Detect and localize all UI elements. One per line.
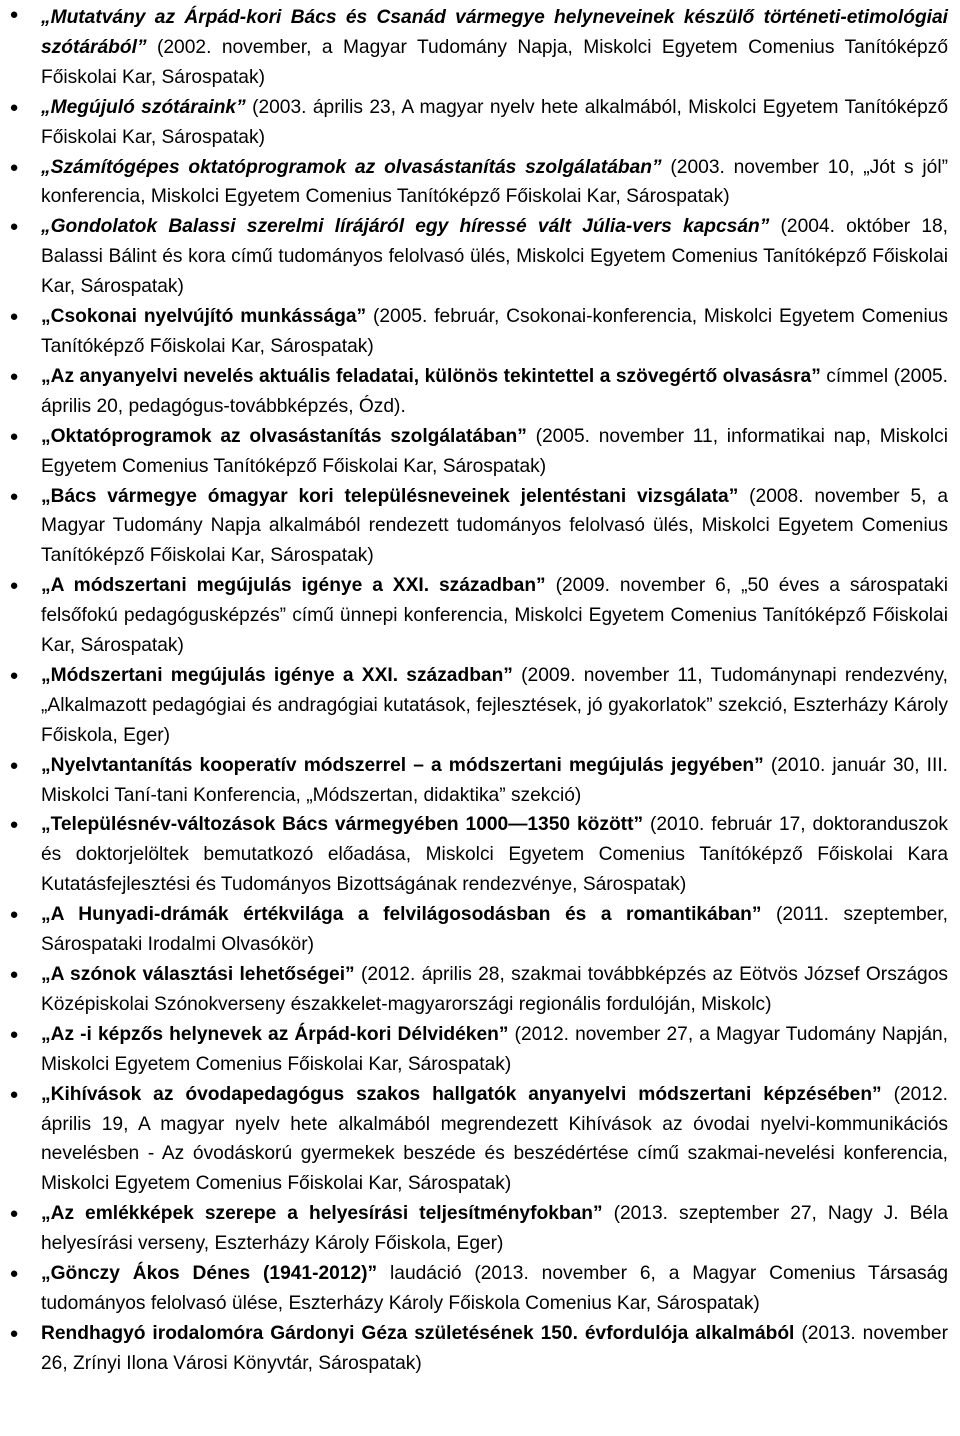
bullet-icon: ● xyxy=(9,218,19,236)
entry-title: Rendhagyó irodalomóra Gárdonyi Géza születésének 150. évfordulója alkalmából xyxy=(41,1322,795,1344)
list-item xyxy=(0,810,952,900)
entry-details: (2012. április 19, A magyar nyelv hete alkalmából megrendezett Kihívások az óvodai nyelvi-kommunikációs nevelésben - Az óvodáskorú gyermekek beszéde és beszédértése című szakmai-nevelési konferencia, Miskolci Egyetem Comenius Főiskolai Kar, Sárospatak) xyxy=(41,1083,948,1195)
bullet-icon: ● xyxy=(9,6,19,23)
entry-title: „Gondolatok Balassi szerelmi lírájáról egy híressé vált Júlia-vers kapcsán” xyxy=(41,216,770,238)
list-item xyxy=(0,1319,952,1379)
entry-details: (2003. április 23, A magyar nyelv hete alkalmából, Miskolci Egyetem Tanítóképző Főiskolai Kar, Sárospatak) xyxy=(41,96,949,148)
bullet-icon: ● xyxy=(9,158,19,176)
entry-details: (2005. november 11, informatikai nap, Miskolci Egyetem Comenius Tanítóképző Főiskolai Kar, Sárospatak) xyxy=(41,425,948,477)
list-item xyxy=(0,93,952,153)
bullet-icon: ● xyxy=(9,756,19,774)
entry-details: (2011. szeptember, Sárospataki Irodalmi Olvasókör) xyxy=(41,904,948,956)
entry-details: (2013. november 26, Zrínyi Ilona Városi Könyvtár, Sárospatak) xyxy=(41,1322,948,1374)
bullet-icon: ● xyxy=(9,487,19,505)
entry-title: „Csokonai nyelvújító munkássága” xyxy=(41,306,367,328)
bullet-icon: ● xyxy=(9,1085,19,1103)
entry-title: „A módszertani megújulás igénye a XXI. században” xyxy=(41,575,546,597)
bullet-icon: ● xyxy=(9,308,19,326)
entry-title: „Gönczy Ákos Dénes (1941-2012)” xyxy=(41,1263,378,1285)
entry-title: „Bács vármegye ómagyar kori településneveinek jelentéstani vizsgálata” xyxy=(41,485,739,507)
list-item xyxy=(0,661,952,751)
entry-details: (2009. november 11, Tudománynapi rendezvény, „Alkalmazott pedagógiai és andragógiai kutatások, fejlesztések, jó gyakorlatok” szekció, Eszterházy Károly Főiskola, Eger) xyxy=(41,664,948,746)
entry-title: „Az emlékképek szerepe a helyesírási teljesítményfokban” xyxy=(41,1203,603,1225)
entry-details: (2009. november 6, „50 éves a sárospataki felsőfokú pedagógusképzés” című ünnepi konferencia, Miskolci Egyetem Comenius Tanítóképző Főiskolai Kar, Sárospatak) xyxy=(41,575,948,657)
list-item xyxy=(0,751,952,811)
list-item xyxy=(0,302,952,362)
list-item xyxy=(0,212,952,302)
bullet-icon: ● xyxy=(9,427,19,445)
bullet-icon: ● xyxy=(9,816,19,834)
bullet-icon: ● xyxy=(9,1205,19,1223)
list-item xyxy=(0,422,952,482)
list-item xyxy=(0,1199,952,1259)
entry-details: (2008. november 5, a Magyar Tudomány Napja alkalmából rendezett tudományos felolvasó ülés, Miskolci Egyetem Comenius Tanítóképző Főiskolai Kar, Sárospatak) xyxy=(41,485,948,567)
bullet-icon: ● xyxy=(9,966,19,983)
list-item xyxy=(0,900,952,960)
entry-title: „A szónok választási lehetőségei” xyxy=(41,964,355,985)
entry-title: „Kihívások az óvodapedagógus szakos hallgatók anyanyelvi módszertani képzésében” xyxy=(41,1083,882,1105)
bullet-icon: ● xyxy=(9,1025,19,1043)
entry-title: „Módszertani megújulás igénye a XXI. században” xyxy=(41,664,513,686)
list-item xyxy=(0,1080,952,1200)
entry-title: „Nyelvtantanítás kooperatív módszerrel – a módszertani megújulás jegyében” xyxy=(41,754,764,776)
list-item xyxy=(0,362,952,422)
bullet-icon: ● xyxy=(9,1324,19,1342)
bullet-icon: ● xyxy=(9,367,19,385)
bullet-icon: ● xyxy=(9,906,19,924)
entry-title: „Az anyanyelvi nevelés aktuális feladatai, különös tekintettel a szövegértő olvasásra” xyxy=(41,365,821,387)
entry-details: (2013. szeptember 27, Nagy J. Béla helyesírási verseny, Eszterházy Károly Főiskola, Eger) xyxy=(41,1203,948,1255)
entry-details: címmel (2005. április 20, pedagógus-továbbképzés, Ózd). xyxy=(41,365,948,417)
entry-details: (2012. április 28, szakmai továbbképzés az Eötvös József Országos Középiskolai Szónokverseny északkelet-magyarországi regionális fordulóján, Miskolc) xyxy=(41,964,948,1015)
entry-title: „Megújuló szótáraink” xyxy=(41,96,246,118)
entry-details: (2003. november 10, „Jót s jól” konferencia, Miskolci Egyetem Comenius Tanítóképző Főiskolai Kar, Sárospatak) xyxy=(41,156,948,208)
bullet-icon: ● xyxy=(9,577,19,595)
entry-title: „Mutatvány az Árpád-kori Bács és Csanád vármegye helyneveinek készülő történeti-etimológiai szótárából” xyxy=(41,7,948,58)
entry-details: (2012. november 27, a Magyar Tudomány Napján, Miskolci Egyetem Comenius Főiskolai Kar, Sárospatak) xyxy=(41,1023,948,1075)
list-item xyxy=(0,482,952,572)
entry-details: laudáció (2013. november 6, a Magyar Comenius Társaság tudományos felolvasó ülése, Eszterházy Károly Főiskola Comenius Kar, Sárospatak) xyxy=(41,1263,948,1314)
entry-title: „Számítógépes oktatóprogramok az olvasástanítás szolgálatában” xyxy=(41,156,662,178)
entry-details: (2005. február, Csokonai-konferencia, Miskolci Egyetem Comenius Tanítóképző Főiskolai Kar, Sárospatak) xyxy=(41,306,948,357)
list-item xyxy=(0,0,952,93)
entry-title: „Az -i képzős helynevek az Árpád-kori Délvidéken” xyxy=(41,1023,509,1045)
list-item xyxy=(0,571,952,661)
entry-details: (2010. február 17, doktoranduszok és doktorjelöltek bemutatkozó előadása, Miskolci Egyetem Comenius Tanítóképző Főiskolai Kara Kutatásfejlesztési és Tudományos Bizottságának rendezvénye, Sárospatak) xyxy=(41,814,948,896)
list-item xyxy=(0,153,952,213)
entry-title: „Oktatóprogramok az olvasástanítás szolgálatában” xyxy=(41,425,527,447)
bullet-icon: ● xyxy=(9,1265,19,1283)
entry-details: (2002. november, a Magyar Tudomány Napja, Miskolci Egyetem Comenius Tanítóképző Főiskolai Kar, Sárospatak) xyxy=(41,36,948,88)
entry-title: „A Hunyadi-drámák értékvilága a felvilágosodásban és a romantikában” xyxy=(41,904,762,926)
list-item xyxy=(0,1259,952,1319)
list-item xyxy=(0,1020,952,1080)
bullet-icon: ● xyxy=(9,98,19,116)
bullet-icon: ● xyxy=(9,666,19,684)
entry-title: „Településnév-változások Bács vármegyében 1000—1350 között” xyxy=(41,814,644,836)
entry-details: (2010. január 30, III. Miskolci Taní-tani Konferencia, „Módszertan, didaktika” szekció) xyxy=(41,754,948,806)
list-item xyxy=(0,960,952,1020)
entry-details: (2004. október 18, Balassi Bálint és kora című tudományos felolvasó ülés, Miskolci Egyetem Comenius Tanítóképző Főiskolai Kar, Sárospatak) xyxy=(41,216,948,298)
